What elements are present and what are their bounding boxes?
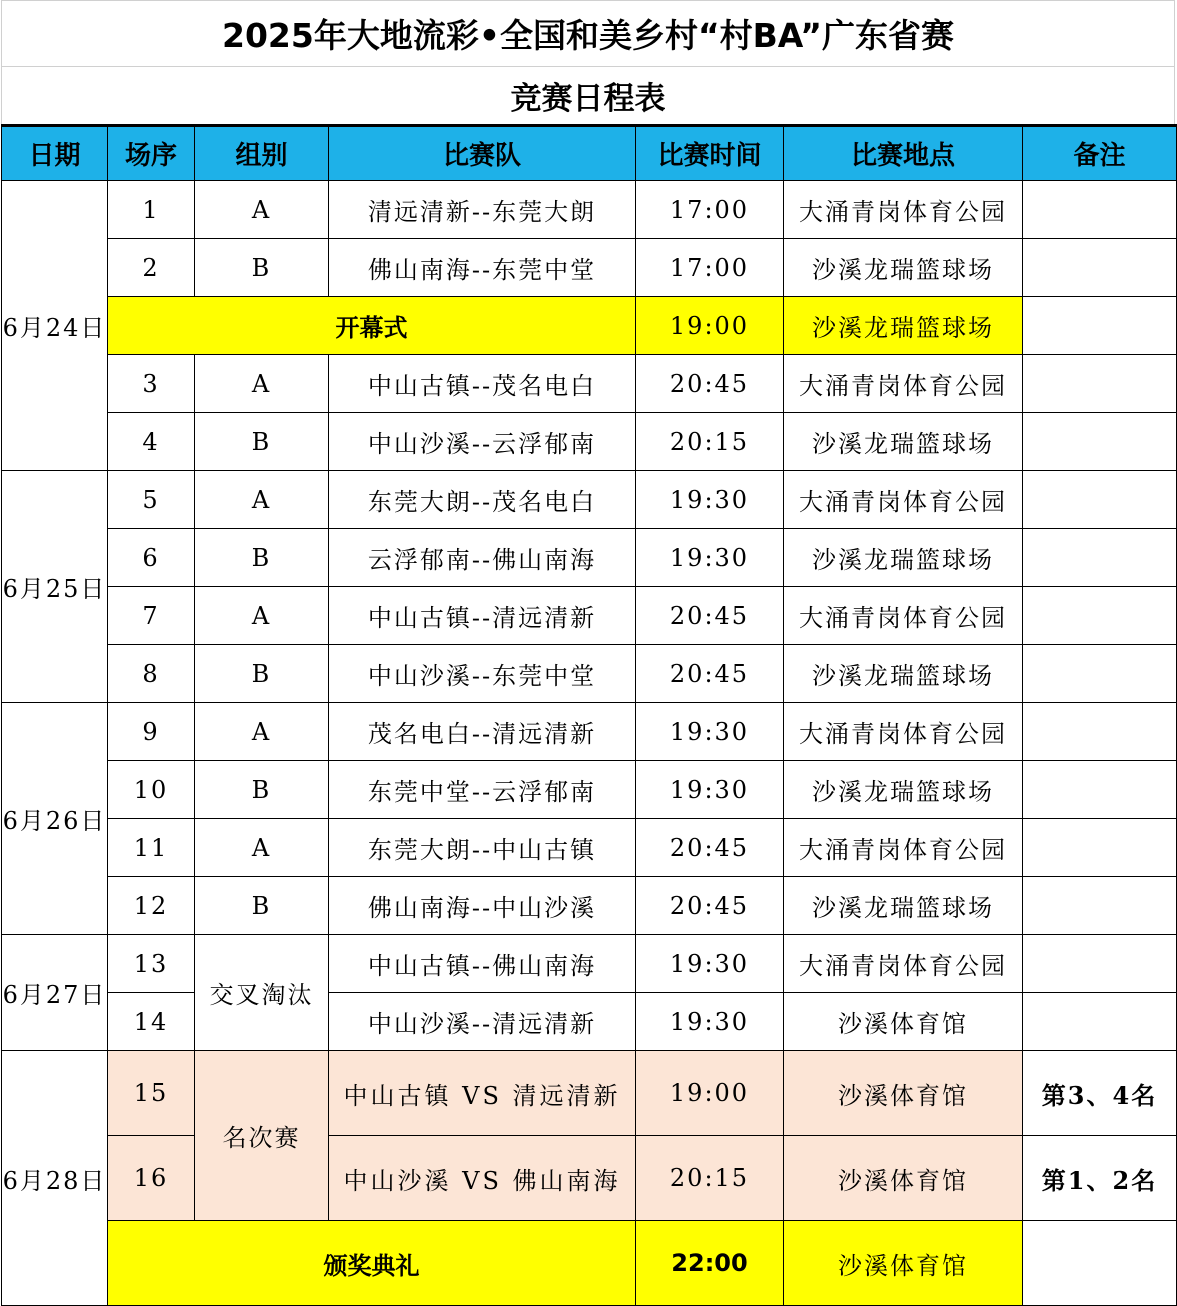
table-row bbox=[2, 703, 1177, 761]
date-cell: 6月27日 bbox=[2, 935, 108, 1051]
seq-cell: 15 bbox=[108, 1051, 195, 1136]
note-cell bbox=[1023, 297, 1177, 355]
teams-cell: 中山古镇 VS 清远清新 bbox=[329, 1051, 636, 1136]
seq-cell: 2 bbox=[108, 239, 195, 297]
time-cell: 17:00 bbox=[636, 239, 784, 297]
teams-cell: 佛山南海--中山沙溪 bbox=[329, 877, 636, 935]
venue-cell: 沙溪体育馆 bbox=[784, 1051, 1023, 1136]
page-subtitle: 竞赛日程表 bbox=[1, 66, 1175, 124]
venue-cell: 沙溪体育馆 bbox=[784, 1136, 1023, 1221]
group-cell: B bbox=[195, 761, 329, 819]
note-cell bbox=[1023, 645, 1177, 703]
table-row bbox=[2, 181, 1177, 239]
header-time: 比赛时间 bbox=[636, 126, 784, 181]
time-cell: 19:30 bbox=[636, 529, 784, 587]
venue-cell: 大涌青岗体育公园 bbox=[784, 181, 1023, 239]
note-cell: 第1、2名 bbox=[1023, 1136, 1177, 1221]
date-cell: 6月28日 bbox=[2, 1051, 108, 1306]
table-row bbox=[2, 1051, 1177, 1136]
teams-cell: 云浮郁南--佛山南海 bbox=[329, 529, 636, 587]
time-cell: 19:30 bbox=[636, 761, 784, 819]
venue-cell: 沙溪龙瑞篮球场 bbox=[784, 413, 1023, 471]
schedule-table bbox=[1, 124, 1177, 1306]
venue-cell: 沙溪龙瑞篮球场 bbox=[784, 645, 1023, 703]
venue-cell: 大涌青岗体育公园 bbox=[784, 935, 1023, 993]
table-row bbox=[2, 529, 1177, 587]
time-cell: 20:45 bbox=[636, 819, 784, 877]
date-cell: 6月25日 bbox=[2, 471, 108, 703]
table-row bbox=[2, 761, 1177, 819]
teams-cell: 中山古镇--佛山南海 bbox=[329, 935, 636, 993]
opening-ceremony-venue: 沙溪龙瑞篮球场 bbox=[784, 297, 1023, 355]
note-cell bbox=[1023, 935, 1177, 993]
opening-ceremony-time: 19:00 bbox=[636, 297, 784, 355]
opening-ceremony-row bbox=[2, 297, 1177, 355]
header-note: 备注 bbox=[1023, 126, 1177, 181]
group-cell: B bbox=[195, 239, 329, 297]
opening-ceremony-label: 开幕式 bbox=[108, 297, 636, 355]
header-seq: 场序 bbox=[108, 126, 195, 181]
venue-cell: 大涌青岗体育公园 bbox=[784, 355, 1023, 413]
seq-cell: 7 bbox=[108, 587, 195, 645]
group-cell-cross: 交叉淘汰 bbox=[195, 935, 329, 1051]
seq-cell: 9 bbox=[108, 703, 195, 761]
seq-cell: 1 bbox=[108, 181, 195, 239]
time-cell: 20:15 bbox=[636, 413, 784, 471]
date-cell: 6月26日 bbox=[2, 703, 108, 935]
venue-cell: 沙溪龙瑞篮球场 bbox=[784, 529, 1023, 587]
venue-cell: 沙溪龙瑞篮球场 bbox=[784, 877, 1023, 935]
group-cell: A bbox=[195, 703, 329, 761]
table-row bbox=[2, 413, 1177, 471]
teams-cell: 东莞中堂--云浮郁南 bbox=[329, 761, 636, 819]
header-row bbox=[2, 126, 1177, 181]
note-cell bbox=[1023, 413, 1177, 471]
awards-ceremony-venue: 沙溪体育馆 bbox=[784, 1221, 1023, 1306]
seq-cell: 4 bbox=[108, 413, 195, 471]
time-cell: 17:00 bbox=[636, 181, 784, 239]
seq-cell: 8 bbox=[108, 645, 195, 703]
teams-cell: 中山古镇--茂名电白 bbox=[329, 355, 636, 413]
venue-cell: 大涌青岗体育公园 bbox=[784, 471, 1023, 529]
awards-ceremony-time: 22:00 bbox=[636, 1221, 784, 1306]
awards-ceremony-label: 颁奖典礼 bbox=[108, 1221, 636, 1306]
venue-cell: 沙溪体育馆 bbox=[784, 993, 1023, 1051]
table-row bbox=[2, 993, 1177, 1051]
teams-cell: 中山沙溪--清远清新 bbox=[329, 993, 636, 1051]
group-cell: A bbox=[195, 471, 329, 529]
time-cell: 19:30 bbox=[636, 993, 784, 1051]
teams-cell: 清远清新--东莞大朗 bbox=[329, 181, 636, 239]
note-cell bbox=[1023, 761, 1177, 819]
teams-cell: 茂名电白--清远清新 bbox=[329, 703, 636, 761]
teams-cell: 中山沙溪--云浮郁南 bbox=[329, 413, 636, 471]
header-venue: 比赛地点 bbox=[784, 126, 1023, 181]
table-row bbox=[2, 587, 1177, 645]
seq-cell: 3 bbox=[108, 355, 195, 413]
table-row bbox=[2, 645, 1177, 703]
note-cell bbox=[1023, 819, 1177, 877]
table-row bbox=[2, 1136, 1177, 1221]
venue-cell: 沙溪龙瑞篮球场 bbox=[784, 761, 1023, 819]
awards-ceremony-row bbox=[2, 1221, 1177, 1306]
header-group: 组别 bbox=[195, 126, 329, 181]
time-cell: 20:45 bbox=[636, 355, 784, 413]
note-cell bbox=[1023, 993, 1177, 1051]
group-cell: A bbox=[195, 355, 329, 413]
venue-cell: 大涌青岗体育公园 bbox=[784, 819, 1023, 877]
group-cell: B bbox=[195, 877, 329, 935]
seq-cell: 10 bbox=[108, 761, 195, 819]
note-cell bbox=[1023, 877, 1177, 935]
venue-cell: 大涌青岗体育公园 bbox=[784, 703, 1023, 761]
seq-cell: 12 bbox=[108, 877, 195, 935]
teams-cell: 东莞大朗--茂名电白 bbox=[329, 471, 636, 529]
time-cell: 20:45 bbox=[636, 645, 784, 703]
table-row bbox=[2, 877, 1177, 935]
time-cell: 19:30 bbox=[636, 703, 784, 761]
group-cell: A bbox=[195, 587, 329, 645]
teams-cell: 中山沙溪--东莞中堂 bbox=[329, 645, 636, 703]
seq-cell: 11 bbox=[108, 819, 195, 877]
seq-cell: 5 bbox=[108, 471, 195, 529]
header-teams: 比赛队 bbox=[329, 126, 636, 181]
table-row bbox=[2, 471, 1177, 529]
time-cell: 19:30 bbox=[636, 471, 784, 529]
note-cell bbox=[1023, 587, 1177, 645]
header-date: 日期 bbox=[2, 126, 108, 181]
table-row bbox=[2, 355, 1177, 413]
venue-cell: 大涌青岗体育公园 bbox=[784, 587, 1023, 645]
table-row bbox=[2, 239, 1177, 297]
seq-cell: 13 bbox=[108, 935, 195, 993]
seq-cell: 6 bbox=[108, 529, 195, 587]
teams-cell: 中山沙溪 VS 佛山南海 bbox=[329, 1136, 636, 1221]
time-cell: 20:15 bbox=[636, 1136, 784, 1221]
note-cell bbox=[1023, 529, 1177, 587]
teams-cell: 东莞大朗--中山古镇 bbox=[329, 819, 636, 877]
note-cell bbox=[1023, 239, 1177, 297]
time-cell: 20:45 bbox=[636, 877, 784, 935]
date-cell: 6月24日 bbox=[2, 181, 108, 471]
note-cell bbox=[1023, 471, 1177, 529]
time-cell: 20:45 bbox=[636, 587, 784, 645]
page-title: 2025年大地流彩•全国和美乡村“村BA”广东省赛 bbox=[1, 0, 1175, 66]
note-cell bbox=[1023, 1221, 1177, 1306]
note-cell bbox=[1023, 355, 1177, 413]
group-cell: A bbox=[195, 819, 329, 877]
group-cell: A bbox=[195, 181, 329, 239]
venue-cell: 沙溪龙瑞篮球场 bbox=[784, 239, 1023, 297]
group-cell: B bbox=[195, 645, 329, 703]
note-cell: 第3、4名 bbox=[1023, 1051, 1177, 1136]
group-cell: B bbox=[195, 529, 329, 587]
seq-cell: 16 bbox=[108, 1136, 195, 1221]
table-row bbox=[2, 819, 1177, 877]
note-cell bbox=[1023, 181, 1177, 239]
group-cell: B bbox=[195, 413, 329, 471]
time-cell: 19:00 bbox=[636, 1051, 784, 1136]
group-cell-ranking: 名次赛 bbox=[195, 1051, 329, 1221]
teams-cell: 佛山南海--东莞中堂 bbox=[329, 239, 636, 297]
note-cell bbox=[1023, 703, 1177, 761]
time-cell: 19:30 bbox=[636, 935, 784, 993]
table-row bbox=[2, 935, 1177, 993]
teams-cell: 中山古镇--清远清新 bbox=[329, 587, 636, 645]
seq-cell: 14 bbox=[108, 993, 195, 1051]
